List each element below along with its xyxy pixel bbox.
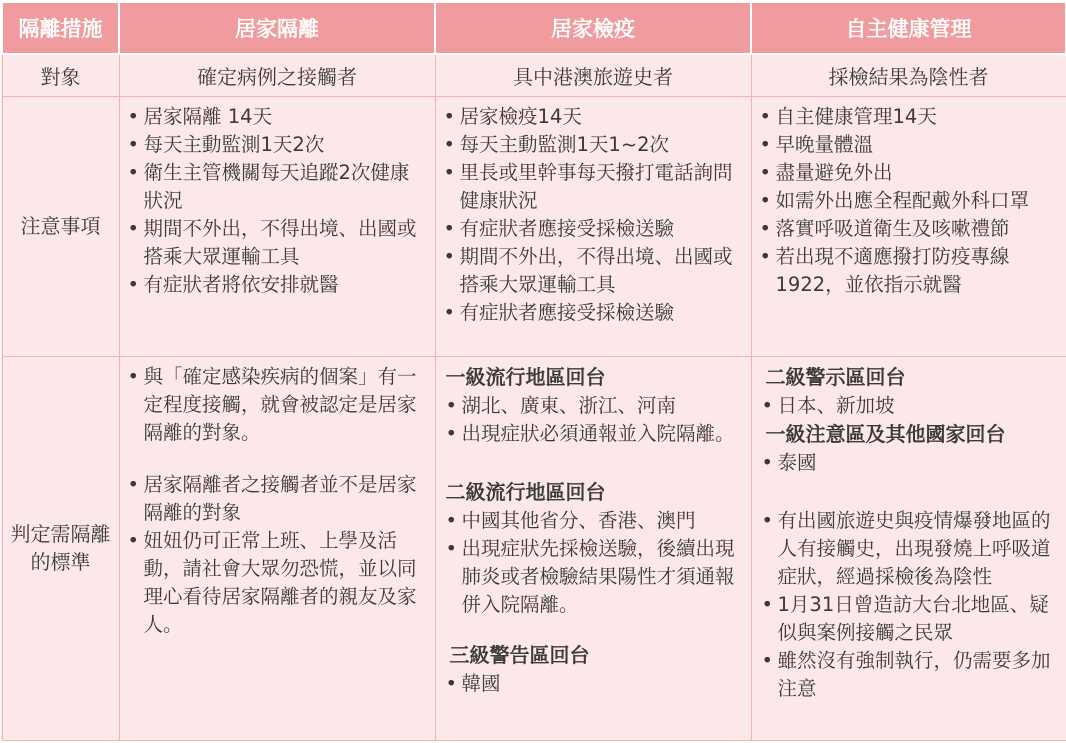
criteria-home-isolation [119, 356, 435, 741]
warn1-list [758, 449, 1062, 477]
criteria-home-quarantine-block [436, 357, 751, 698]
list-item: • 有症狀者應接受採檢送驗 [440, 215, 745, 243]
level3-list [442, 670, 747, 698]
header-measures: 隔離措施 [2, 2, 119, 54]
list-item: • 衛生主管機關每天追蹤2次健康狀況 [124, 159, 429, 215]
list-item: • 期間不外出，不得出境、出國或搭乘大眾運輸工具 [440, 243, 745, 299]
target-label: 對象 [2, 54, 119, 96]
list-item: • 居家檢疫14天 [440, 103, 745, 131]
target-self-health: 採檢結果為陰性者 [751, 54, 1066, 96]
criteria-home-isolation-list-2 [120, 471, 435, 639]
list-item: • 盡量避免外出 [756, 159, 1060, 187]
list-item: • 有症狀者應接受採檢送驗 [440, 299, 745, 327]
criteria-home-isolation-list-1 [120, 357, 435, 447]
quarantine-measures-table [1, 1, 1066, 741]
level3-title: 三級警告區回台 [449, 642, 590, 667]
list-item: • 湖北、廣東、浙江、河南 [442, 392, 743, 420]
spacer [442, 619, 747, 641]
list-item: • 若出現不適應撥打防疫專線1922，並依指示就醫 [756, 243, 1060, 299]
list-item: • 里長或里幹事每天撥打電話詢問健康狀況 [440, 159, 745, 215]
notes-home-isolation [119, 96, 435, 356]
list-item: • 居家隔離者之接觸者並不是居家隔離的對象 [124, 471, 429, 527]
notes-home-isolation-list [120, 97, 435, 299]
list-item: • 妞妞仍可正常上班、上學及活動，請社會大眾勿恐慌，並以同理心看待居家隔離者的親友及家人。 [124, 527, 429, 639]
list-item: • 日本、新加坡 [758, 392, 1058, 420]
notes-row [2, 96, 1066, 356]
list-item: • 每天主動監測1天2次 [124, 131, 429, 159]
list-item: • 泰國 [758, 449, 1058, 477]
other-list [758, 507, 1062, 703]
notes-self-health-list [752, 97, 1066, 299]
list-item: • 期間不外出，不得出境、出國或搭乘大眾運輸工具 [124, 215, 429, 271]
spacer [120, 447, 435, 471]
header-home-quarantine: 居家檢疫 [435, 2, 751, 54]
notes-home-quarantine-list [436, 97, 751, 327]
criteria-self-health [751, 356, 1066, 741]
notes-label: 注意事項 [2, 96, 119, 356]
header-self-health-management: 自主健康管理 [751, 2, 1066, 54]
criteria-self-health-block [752, 357, 1066, 703]
target-row [2, 54, 1066, 96]
level2-title: 二級流行地區回台 [445, 479, 606, 504]
level2-list [442, 507, 747, 619]
list-item: • 落實呼吸道衛生及咳嗽禮節 [756, 215, 1060, 243]
list-item: • 雖然沒有強制執行，仍需要多加注意 [758, 647, 1058, 703]
list-item: • 每天主動監測1天1~2次 [440, 131, 745, 159]
level1-list [442, 392, 747, 448]
criteria-label: 判定需隔離的標準 [2, 356, 119, 741]
list-item: • 有出國旅遊史與疫情爆發地區的人有接觸史，出現發燒上呼吸道症狀，經過採檢後為陰性 [758, 507, 1058, 591]
spacer [442, 448, 747, 478]
notes-home-quarantine [435, 96, 751, 356]
list-item: • 如需外出應全程配戴外科口罩 [756, 187, 1060, 215]
list-item: • 有症狀者將依安排就醫 [124, 271, 429, 299]
criteria-row [2, 356, 1066, 741]
list-item: • 1月31日曾造訪大台北地區、疑似與案例接觸之民眾 [758, 591, 1058, 647]
header-row [2, 2, 1066, 54]
list-item: • 早晚量體溫 [756, 131, 1060, 159]
warn2-list [758, 392, 1062, 420]
notes-self-health [751, 96, 1066, 356]
warn1-title: 一級注意區及其他國家回台 [765, 421, 1006, 446]
level1-title: 一級流行地區回台 [445, 364, 606, 389]
list-item: • 出現症狀先採檢送驗，後續出現肺炎或者檢驗結果陽性才須通報併入院隔離。 [442, 535, 743, 619]
list-item: • 自主健康管理14天 [756, 103, 1060, 131]
list-item: • 中國其他省分、香港、澳門 [442, 507, 743, 535]
spacer [758, 477, 1062, 507]
list-item: • 與「確定感染疾病的個案」有一定程度接觸，就會被認定是居家隔離的對象。 [124, 363, 429, 447]
list-item: • 韓國 [442, 670, 743, 698]
header-home-isolation: 居家隔離 [119, 2, 435, 54]
warn2-title: 二級警示區回台 [765, 364, 906, 389]
criteria-home-quarantine [435, 356, 751, 741]
list-item: • 居家隔離 14天 [124, 103, 429, 131]
target-home-isolation: 確定病例之接觸者 [119, 54, 435, 96]
list-item: • 出現症狀必須通報並入院隔離。 [442, 420, 743, 448]
target-home-quarantine: 具中港澳旅遊史者 [435, 54, 751, 96]
